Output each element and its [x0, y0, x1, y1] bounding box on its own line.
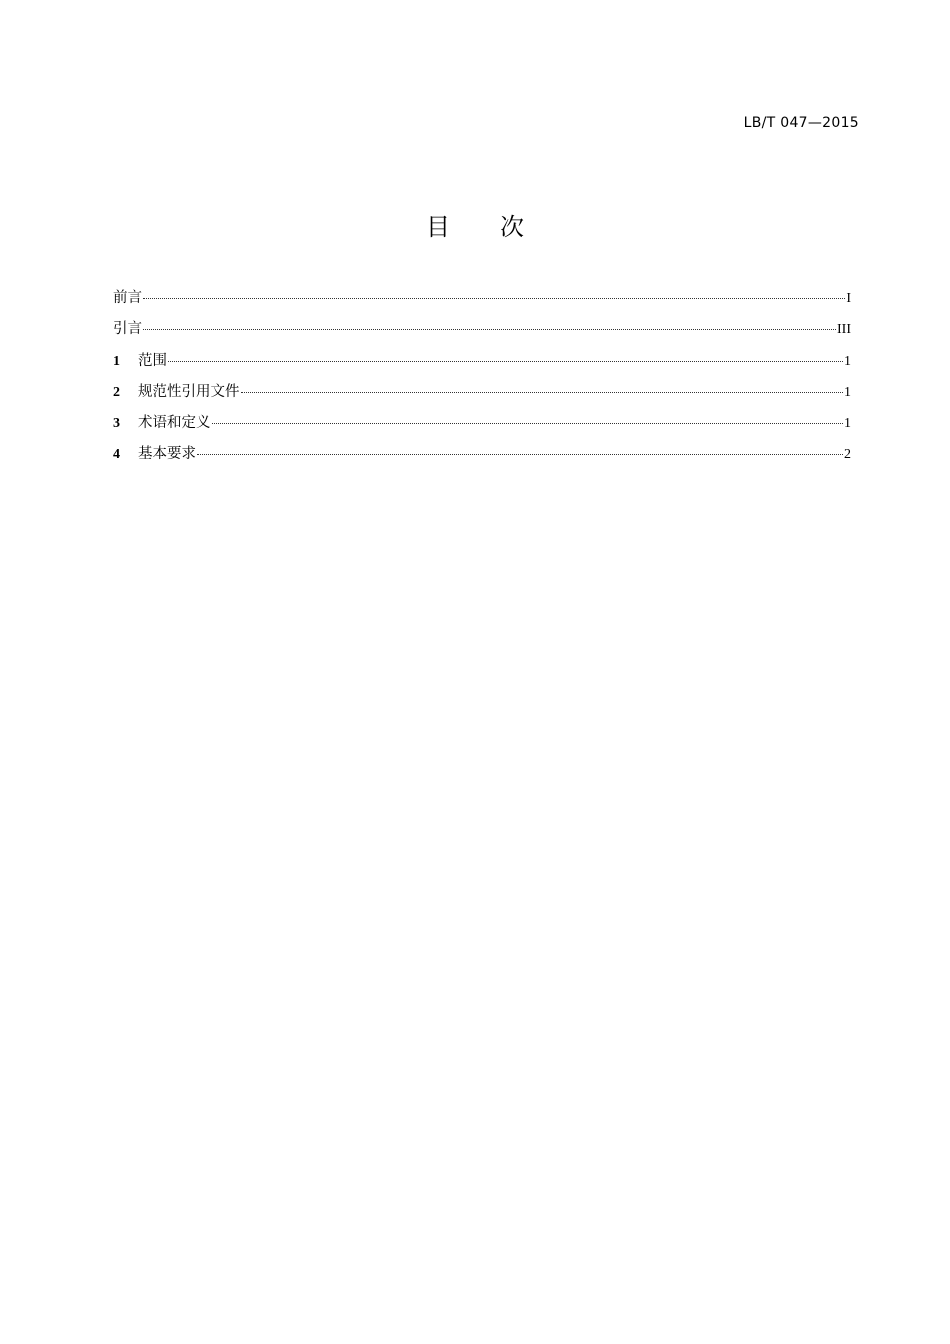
toc-entry-label: 术语和定义 — [138, 415, 211, 432]
toc-entry-number: 3 — [113, 416, 120, 432]
dot-leader — [168, 361, 843, 362]
toc-entry-number: 1 — [113, 353, 120, 369]
toc-entry-page: 2 — [844, 447, 851, 463]
toc-entry-page: 1 — [844, 416, 851, 432]
toc-entry-page: 1 — [844, 353, 851, 369]
toc-entry-introduction[interactable] — [113, 317, 851, 348]
toc-entry-label: 范围 — [138, 352, 167, 369]
dot-leader — [241, 392, 844, 393]
toc-entry-normative-references[interactable] — [113, 380, 851, 411]
toc-list — [113, 286, 851, 474]
toc-entry-scope[interactable] — [113, 349, 851, 380]
toc-entry-number: 4 — [113, 447, 120, 463]
toc-heading — [0, 207, 950, 242]
toc-entry-number: 2 — [113, 384, 120, 400]
toc-entry-foreword[interactable] — [113, 286, 851, 317]
toc-entry-page: I — [846, 291, 851, 306]
dot-leader — [212, 423, 844, 424]
toc-entry-label: 基本要求 — [138, 446, 196, 463]
toc-heading-right: 次 — [500, 213, 524, 241]
toc-entry-label: 引言 — [113, 321, 142, 338]
toc-entry-label: 规范性引用文件 — [138, 383, 240, 400]
toc-entry-page: III — [837, 322, 851, 338]
toc-entry-page: 1 — [844, 384, 851, 400]
document-code: LB/T 047—2015 — [743, 115, 859, 131]
toc-entry-label: 前言 — [113, 290, 142, 306]
toc-heading-left: 目 — [426, 213, 450, 241]
toc-entry-basic-requirements[interactable] — [113, 442, 851, 473]
dot-leader — [143, 298, 845, 299]
toc-entry-terms-definitions[interactable] — [113, 411, 851, 442]
dot-leader — [143, 329, 836, 330]
dot-leader — [197, 454, 843, 455]
